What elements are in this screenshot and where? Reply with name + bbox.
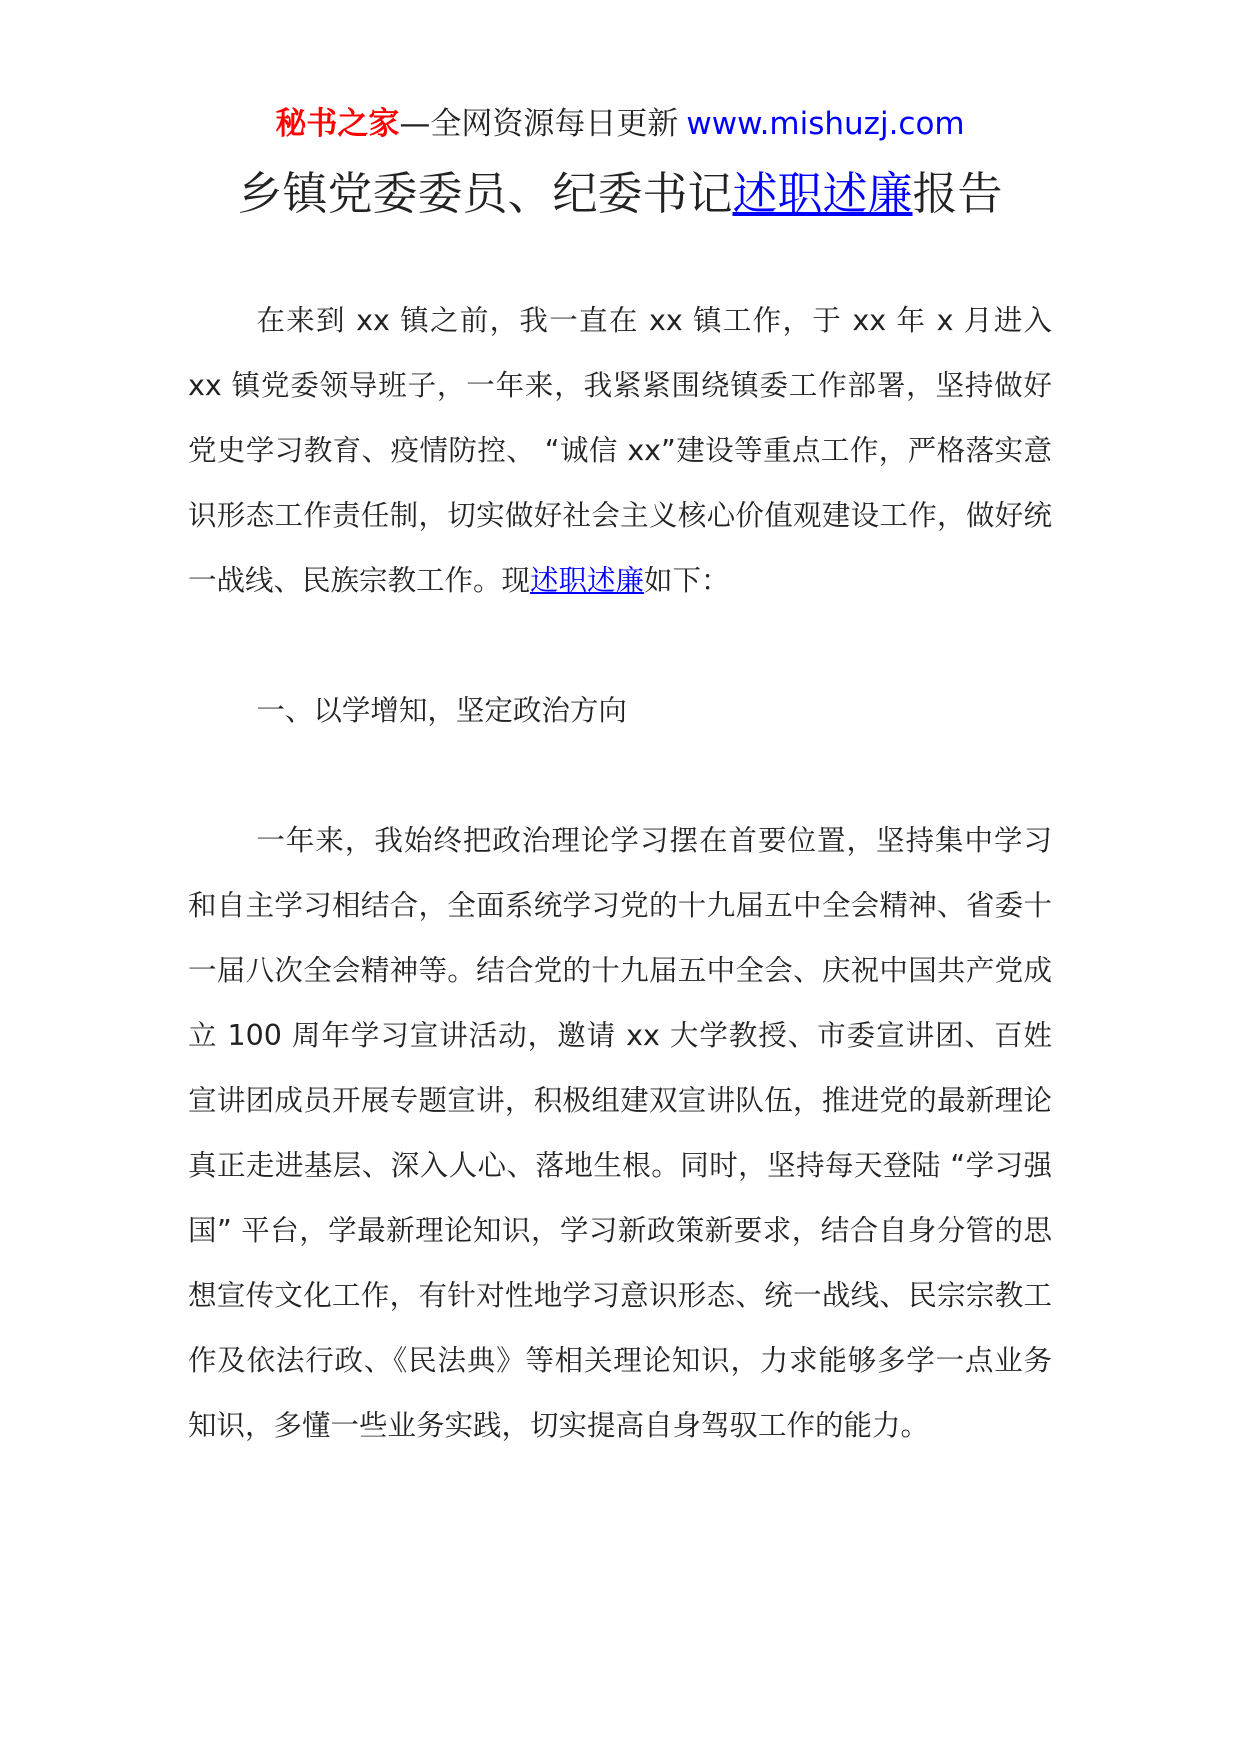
section-heading: 一、以学增知，坚定政治方向 (256, 694, 627, 727)
title-keyword-link[interactable]: 述职述廉 (732, 167, 913, 220)
document-body (188, 288, 1052, 1458)
paragraph-gap (188, 743, 1052, 808)
intro-keyword-link[interactable]: 述职述廉 (530, 564, 645, 597)
section-paragraph: 一年来，我始终把政治理论学习摆在首要位置，坚持集中学习和自主学习相结合，全面系统学习党的十九届五中全会精神、省委十一届八次全会精神等。结合党的十九届五中全会、庆祝中国共产党成立 100 周年学习宣讲活动，邀请 xx 大学教授、市委宣讲团、百姓宣讲团成员开展专题宣讲，积极组建双宣讲队伍，推进党的最新理论真正走进基层、深入人心、落地生根。同时，坚持每天登陆 “学习强国” 平台，学最新理论知识，学习新政策新要求，结合自身分管的思想宣传文化工作，有针对性地学习意识形态、统一战线、民宗宗教工作及依法行政、《民法典》等相关理论知识，力求能够多学一点业务知识，多懂一些业务实践，切实提高自身驾驭工作的能力。 (188, 824, 1052, 1442)
title-prefix: 乡镇党委委员、纪委书记 (237, 167, 733, 220)
title-suffix: 报告 (912, 167, 1003, 220)
intro-text: 在来到 xx 镇之前，我一直在 xx 镇工作，于 xx 年 x 月进入 xx 镇党委领导班子，一年来，我紧紧围绕镇委工作部署，坚持做好党史学习教育、疫情防控、 “诚信 xx”建设等重点工作，严格落实意识形态工作责任制，切实做好社会主义核心价值观建设工作，做好统一战线、民族宗教工作。现 (188, 304, 1052, 597)
document-title (0, 166, 1240, 222)
site-slogan: —全网资源每日更新 (399, 106, 679, 142)
intro-text-end: 如下： (644, 564, 730, 597)
paragraph-gap (188, 613, 1052, 678)
site-brand: 秘书之家 (275, 106, 400, 142)
site-header (0, 104, 1240, 144)
site-url-link[interactable]: www.mishuzj.com (686, 106, 965, 142)
intro-paragraph (188, 288, 1052, 613)
